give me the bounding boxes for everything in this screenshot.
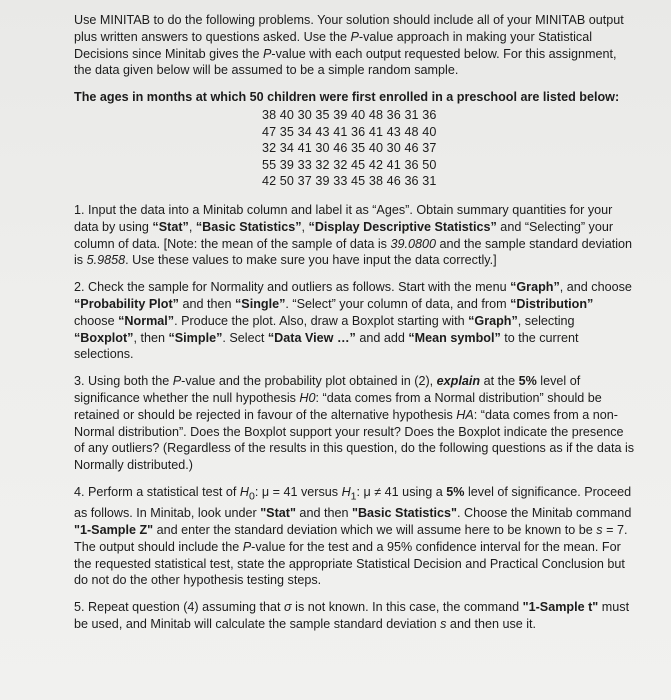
question-2: 2. Check the sample for Normality and outliers as follows. Start with the menu “Graph”, and choose “Probability Plot” and then “Single”. “Select” your column of data, and from “Distribution” choose “Normal”. Produce the plot. Also, draw a Boxplot starting with “Graph”, selecting “Boxplot”, then “Simple”. Select “Data View …” and add “Mean symbol” to the current selections. [74, 280, 632, 362]
question-1: 1. Input the data into a Minitab column and label it as “Ages”. Obtain summary quantities for your data by using “Stat”, “Basic Statistics”, “Display Descriptive Statistics” and “Selecting” your column of data. [Note: the mean of the sample of data is 39.0800 and the sample standard deviation is 5.9858. Use these values to make sure you have input the data correctly.] [74, 202, 633, 268]
data-heading: The ages in months at which 50 children were first enrolled in a preschool are listed below: [74, 90, 620, 105]
data-row: 42 50 37 39 33 45 38 46 36 31 [262, 174, 437, 189]
question-3: 3. Using both the P-value and the probability plot obtained in (2), explain at the 5% level of significance whether the null hypothesis H0: “data comes from a Normal distribution” should be retained or should be rejected in favour of the alternative hypothesis HA: “data comes from a non-Normal distribution”. Does the Boxplot support your result? Does the Boxplot indicate the presence of any outliers? (Regardless of the results in this question, do the following questions as if the data is Normally distributed.) [74, 374, 635, 473]
data-row: 32 34 41 30 46 35 40 30 46 37 [262, 141, 437, 156]
data-table [74, 107, 637, 190]
intro-paragraph: Use MINITAB to do the following problems. Your solution should include all of your MINITAB output plus written answers to questions asked. Use the P-value approach in making your Statistical Decisions since Minitab gives the P-value with each output requested below. For this assignment, the data given below will be assumed to be a simple random sample. [74, 13, 624, 78]
data-row: 47 35 34 43 41 36 41 43 48 40 [262, 124, 437, 139]
question-4: 4. Perform a statistical test of $H_0$: μ = 41 versus $H_1$: μ ≠ 41 using a 5% level of significance. Proceed as follows. In Minitab, look under "Stat" and then "Basic Statistics". Choose the Minitab command "1-Sample Z" and enter the standard deviation which we will assume here to be known to be s = 7. The output should include the P-value for the test and a 95% confidence interval for the mean. For the requested statistical test, state the appropriate Statistical Decision and Practical Conclusion but do not do the other hypothesis testing steps. [74, 484, 632, 588]
data-row: 55 39 33 32 32 45 42 41 36 50 [262, 157, 437, 172]
data-row: 38 40 30 35 39 40 48 36 31 36 [262, 107, 437, 122]
question-5: 5. Repeat question (4) assuming that σ is not known. In this case, the command "1-Sample t" must be used, and Minitab will calculate the sample standard deviation s and then use it. [74, 600, 630, 631]
